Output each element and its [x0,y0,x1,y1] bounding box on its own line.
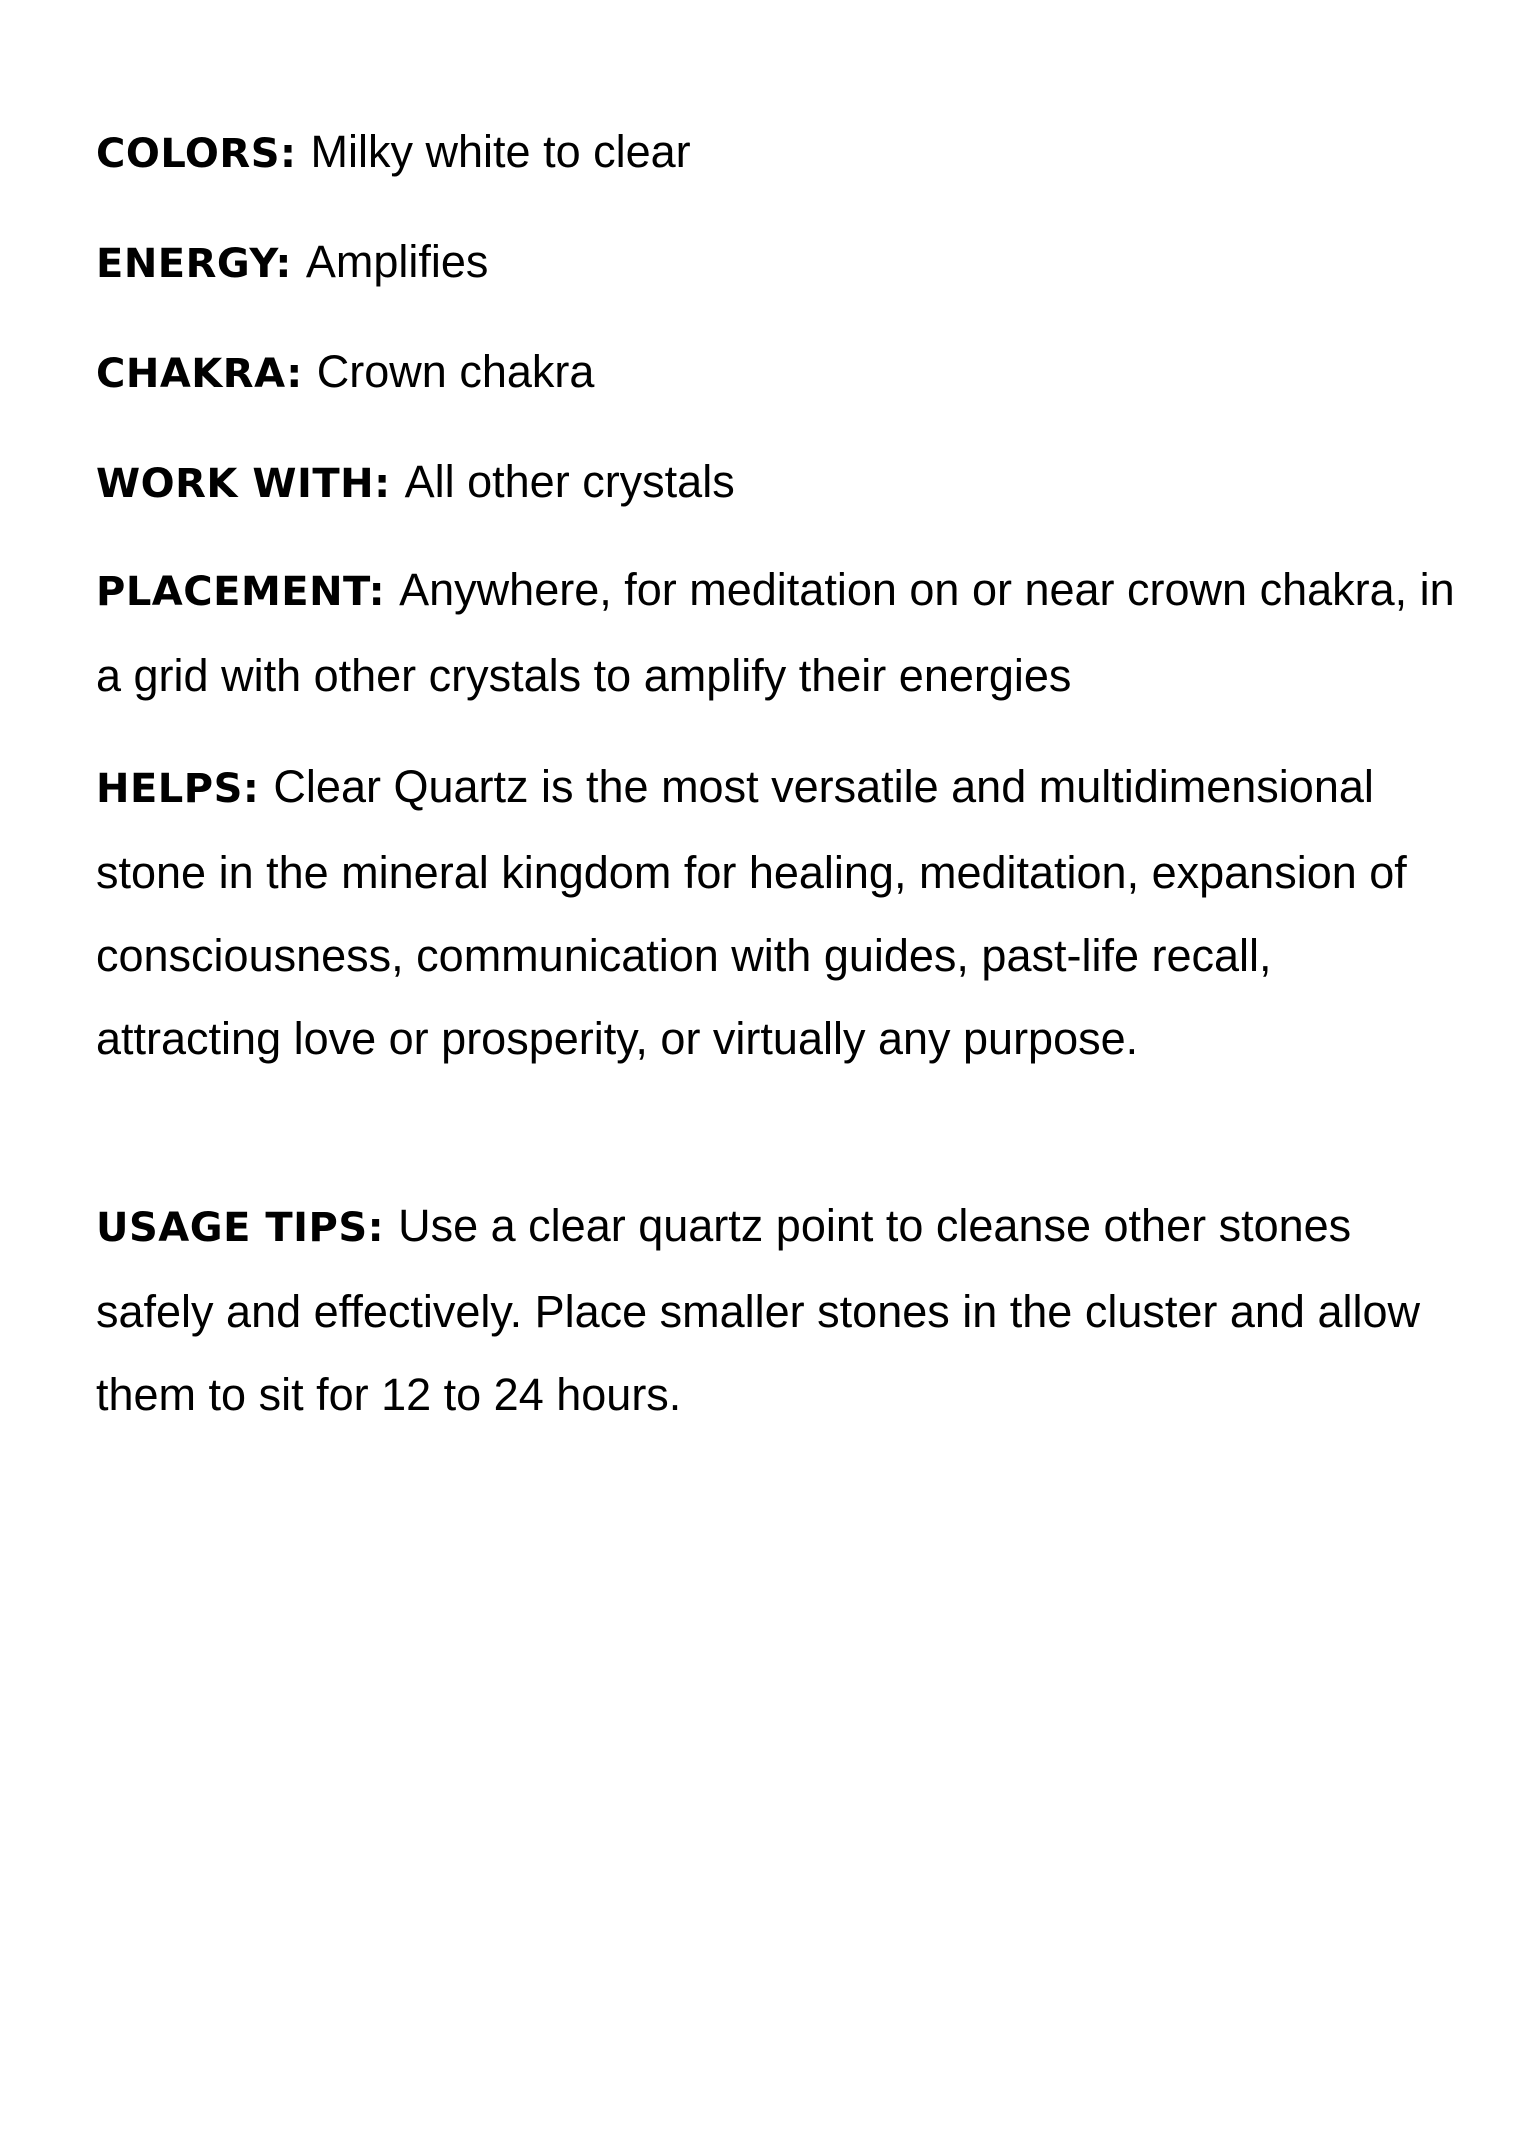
energy-entry [96,220,1466,306]
work-with-entry [96,440,1466,526]
helps-label: HELPS: [96,766,260,812]
placement-entry [96,548,1466,717]
colors-entry [96,110,1466,196]
placement-value: Anywhere, for meditation on or near crown chakra, in a grid with other crystals to amplify their energies [96,564,1455,701]
work-with-value: All other crystals [404,456,735,507]
chakra-entry [96,330,1466,416]
placement-label: PLACEMENT: [96,569,386,615]
usage-tips-value: Use a clear quartz point to cleanse other stones safely and effectively. Place smaller stones in the cluster and allow them to sit for 12 to 24 hours. [96,1200,1421,1420]
chakra-value: Crown chakra [316,346,595,397]
usage-tips-label: USAGE TIPS: [96,1205,385,1251]
energy-label: ENERGY: [96,241,292,287]
energy-value: Amplifies [305,236,489,287]
helps-value: Clear Quartz is the most versatile and multidimensional stone in the mineral kingdom for healing, meditation, expansion of consciousness, communication with guides, past-life recall, attracting love or prosperity, or virtually any purpose. [96,761,1407,1064]
colors-value: Milky white to clear [310,126,691,177]
work-with-label: WORK WITH: [96,461,391,507]
usage-tips-entry [96,1184,1466,1436]
helps-entry [96,745,1466,1080]
chakra-label: CHAKRA: [96,351,303,397]
colors-label: COLORS: [96,131,297,177]
